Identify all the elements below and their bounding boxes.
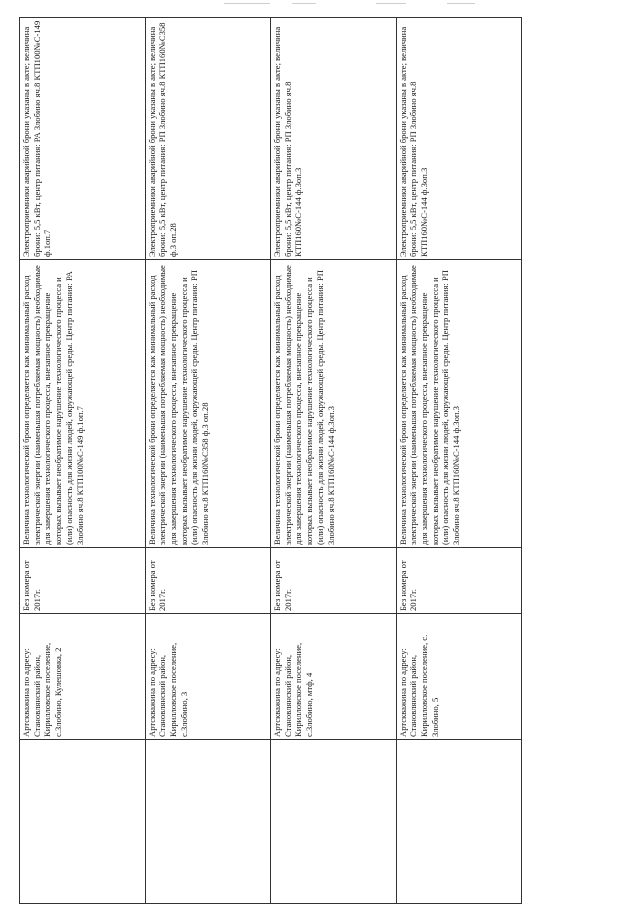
blank-cell bbox=[396, 740, 522, 904]
number-cell bbox=[271, 548, 397, 614]
table-row bbox=[145, 18, 271, 904]
number-cell bbox=[396, 548, 522, 614]
table-row bbox=[396, 18, 522, 904]
address-cell-text: Артскважина по адресу: Становлянский район, Кирилловское поселение, с.Злобино, мтф, 4 bbox=[272, 642, 315, 737]
blank-cell bbox=[20, 740, 146, 904]
reservation-table bbox=[19, 17, 522, 904]
table-row bbox=[20, 18, 146, 904]
address-cell-text: Артскважина по адресу: Становлянский район, Кирилловское поселение, с.Злобино, Кулешовка, 2 bbox=[21, 642, 64, 737]
description-cell bbox=[396, 260, 522, 548]
address-cell bbox=[271, 614, 397, 740]
act-cell bbox=[20, 18, 146, 260]
act-cell bbox=[396, 18, 522, 260]
address-cell bbox=[20, 614, 146, 740]
number-cell-text: Без номера от 2017г. bbox=[272, 560, 293, 611]
address-cell-text: Артскважина по адресу: Становлянский район, Кирилловское поселение, с. Злобино, 5 bbox=[397, 634, 440, 737]
address-cell bbox=[145, 614, 271, 740]
number-cell-text: Без номера от 2017г. bbox=[146, 560, 168, 611]
act-cell bbox=[271, 18, 397, 260]
description-cell bbox=[271, 260, 397, 548]
description-cell bbox=[20, 260, 146, 548]
number-cell-text: Без номера от 2017г. bbox=[21, 560, 42, 611]
scan-artifact bbox=[292, 3, 316, 4]
number-cell bbox=[145, 548, 271, 614]
scan-artifact bbox=[376, 3, 406, 4]
address-cell-text: Артскважина по адресу: Становлянский район, Кирилловское поселение, с.Злобино, 3 bbox=[146, 642, 189, 737]
address-cell bbox=[396, 614, 522, 740]
description-cell-text: Величина технологической брони определяется как минимальный расход электрической энергии (наименьшая потребляемая мощность) необходимые для завершения технологического процесса, внезапное прекращение которых вызывает необратимое нарушение технологического процесса и (или) опасность для жизни людей, окружающей среды. Центр питания: РП Злобино яч.8 КТП160№С-144 ф.3оп.3 bbox=[272, 265, 336, 545]
act-cell bbox=[145, 18, 271, 260]
act-cell-text: Электроприемники аварийной брони указаны в акте; величина брони: 5,5 кВт, центр питания: РП Злобино яч.8 КТП160№С-144 ф.3оп.3 bbox=[397, 26, 429, 257]
blank-cell bbox=[145, 740, 271, 904]
act-cell-text: Электроприемники аварийной брони указаны в акте; величина брони: 5,5 кВт, центр питания: РП Злобино яч.8 КТП160№С-144 ф.3оп.3 bbox=[272, 26, 304, 257]
description-cell-text: Величина технологической брони определяется как минимальный расход электрической энергии (наименьшая потребляемая мощность) необходимые для завершения технологического процесса, внезапное прекращение которых вызывает необратимое нарушение технологического процесса и (или) опасность для жизни людей, окружающей среды. Центр питания: РП Злобино яч.8 КТП160№С-144 ф.3оп.3 bbox=[397, 265, 462, 545]
number-cell bbox=[20, 548, 146, 614]
act-cell-text: Электроприемники аварийной брони указаны в акте; величина брони: 5,5 кВт, центр питания: РА Злобино яч.8 КТП100№С-149 ф.1оп.7 bbox=[21, 20, 53, 257]
blank-cell bbox=[271, 740, 397, 904]
description-cell-text: Величина технологической брони определяется как минимальный расход электрической энергии (наименьшая потребляемая мощность) необходимые для завершения технологического процесса, внезапное прекращение которых вызывает необратимое нарушение технологического процесса и (или) опасность для жизни людей, окружающей среды. Центр питания: РА Злобино яч.8 КТП100№С-149 ф.1оп.7 bbox=[21, 265, 85, 545]
scan-artifact bbox=[224, 3, 270, 4]
scan-artifact bbox=[447, 3, 475, 4]
description-cell-text: Величина технологической брони определяется как минимальный расход электрической энергии (наименьшая потребляемая мощность) необходимые для завершения технологического процесса, внезапное прекращение которых вызывает необратимое нарушение технологического процесса и (или) опасность для жизни людей, окружающей среды. Центр питания: РП Злобино яч.8 КТП160№С358 ф.3 оп.28 bbox=[146, 265, 211, 545]
number-cell-text: Без номера от 2017г. bbox=[397, 560, 419, 611]
rotated-document-table bbox=[19, 18, 522, 904]
table-row bbox=[271, 18, 397, 904]
act-cell-text: Электроприемники аварийной брони указаны в акте; величина брони: 5,5 кВт, центр питания: РП Злобино яч.8 КТП160№С358 ф.3 оп.28 bbox=[146, 22, 178, 257]
description-cell bbox=[145, 260, 271, 548]
